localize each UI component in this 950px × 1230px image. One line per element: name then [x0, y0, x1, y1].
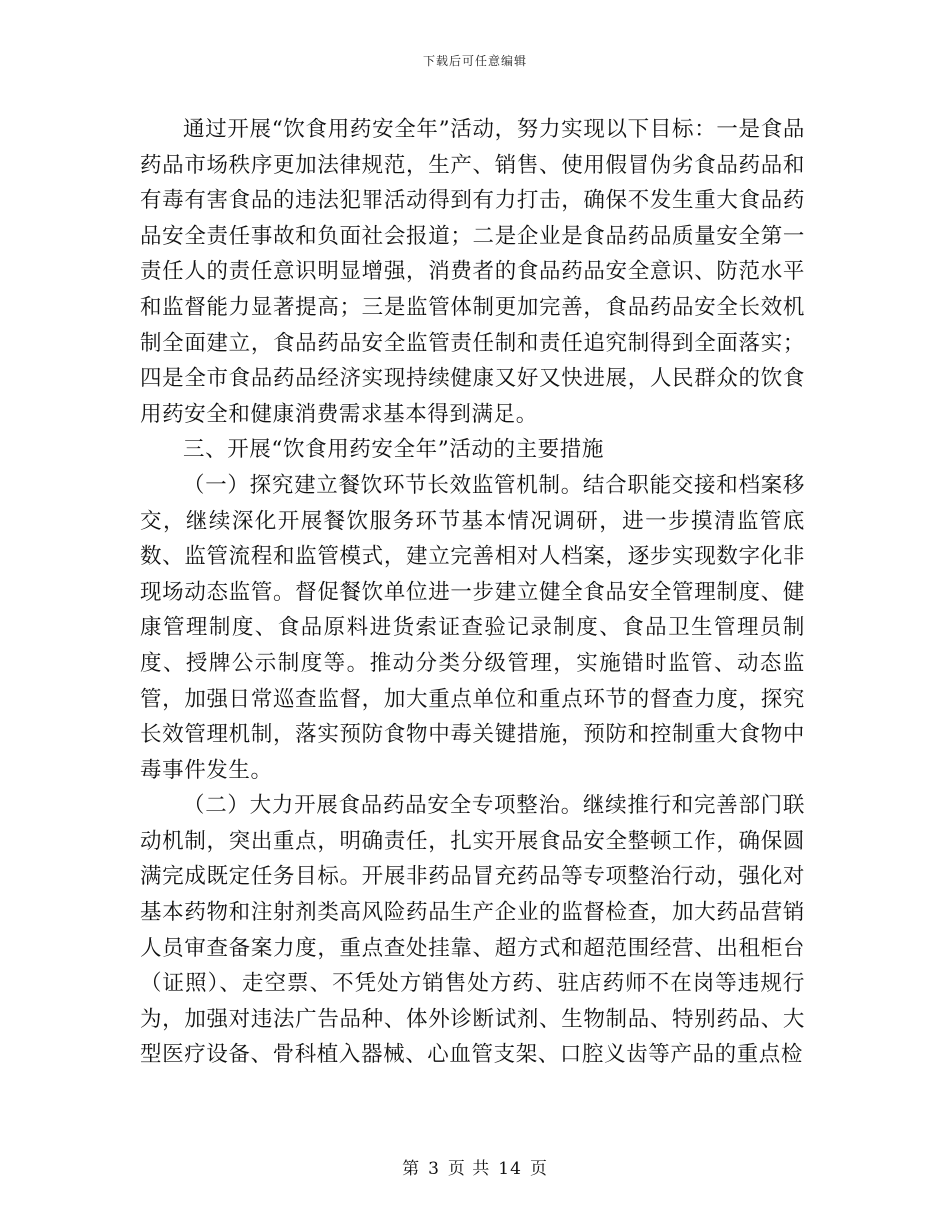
page-footer — [0, 1154, 950, 1179]
footer-suffix: 页 — [529, 1159, 548, 1179]
footer-prefix: 第 — [402, 1159, 421, 1179]
paragraph-measure-2: （二）大力开展食品药品安全专项整治。继续推行和完善部门联动机制，突出重点，明确责任，扎实开展食品安全整顿工作，确保圆满完成既定任务目标。开展非药品冒充药品等专项整治行动，强化对基本药物和注射剂类高风险药品生产企业的监督检查，加大药品营销人员审查备案力度，重点查处挂靠、超方式和超范围经营、出租柜台（证照）、走空票、不凭处方销售处方药、驻店药师不在岗等违规行为，加强对违法广告品种、体外诊断试剂、生物制品、特别药品、大型医疗设备、骨科植入器械、心血管支架、口腔义齿等产品的重点检 — [140, 793, 805, 1068]
section-heading-measures: 三、开展“饮食用药安全年”活动的主要措施 — [183, 437, 604, 463]
paragraph-goals: 通过开展“饮食用药安全年”活动，努力实现以下目标：一是食品药品市场秩序更加法律规范，生产、销售、使用假冒伪劣食品药品和有毒有害食品的违法犯罪活动得到有力打击，确保不发生重大食品药品安全责任事故和负面社会报道；二是企业是食品药品质量安全第一责任人的责任意识明显增强，消费者的食品药品安全意识、防范水平和监督能力显著提高；三是监管体制更加完善，食品药品安全长效机制全面建立，食品药品安全监管责任制和责任追究制得到全面落实；四是全市食品药品经济实现持续健康又好又快进展，人民群众的饮食用药安全和健康消费需求基本得到满足。 — [140, 117, 805, 427]
paragraph-measure-1: （一）探究建立餐饮环节长效监管机制。结合职能交接和档案移交，继续深化开展餐饮服务环节基本情况调研，进一步摸清监管底数、监管流程和监管模式，建立完善相对人档案，逐步实现数字化非现场动态监管。督促餐饮单位进一步建立健全食品安全管理制度、健康管理制度、食品原料进货索证查验记录制度、食品卫生管理员制度、授牌公示制度等。推动分类分级管理，实施错时监管、动态监管，加强日常巡查监督，加大重点单位和重点环节的督查力度，探究长效管理机制，落实预防食物中毒关键措施，预防和控制重大食物中毒事件发生。 — [140, 472, 805, 783]
total-pages: 14 — [498, 1159, 522, 1179]
page-number: 3 — [428, 1159, 440, 1179]
footer-middle: 页 共 — [447, 1159, 491, 1179]
page-header: 下载后可任意编辑 — [422, 54, 527, 68]
document-body — [140, 112, 805, 1073]
